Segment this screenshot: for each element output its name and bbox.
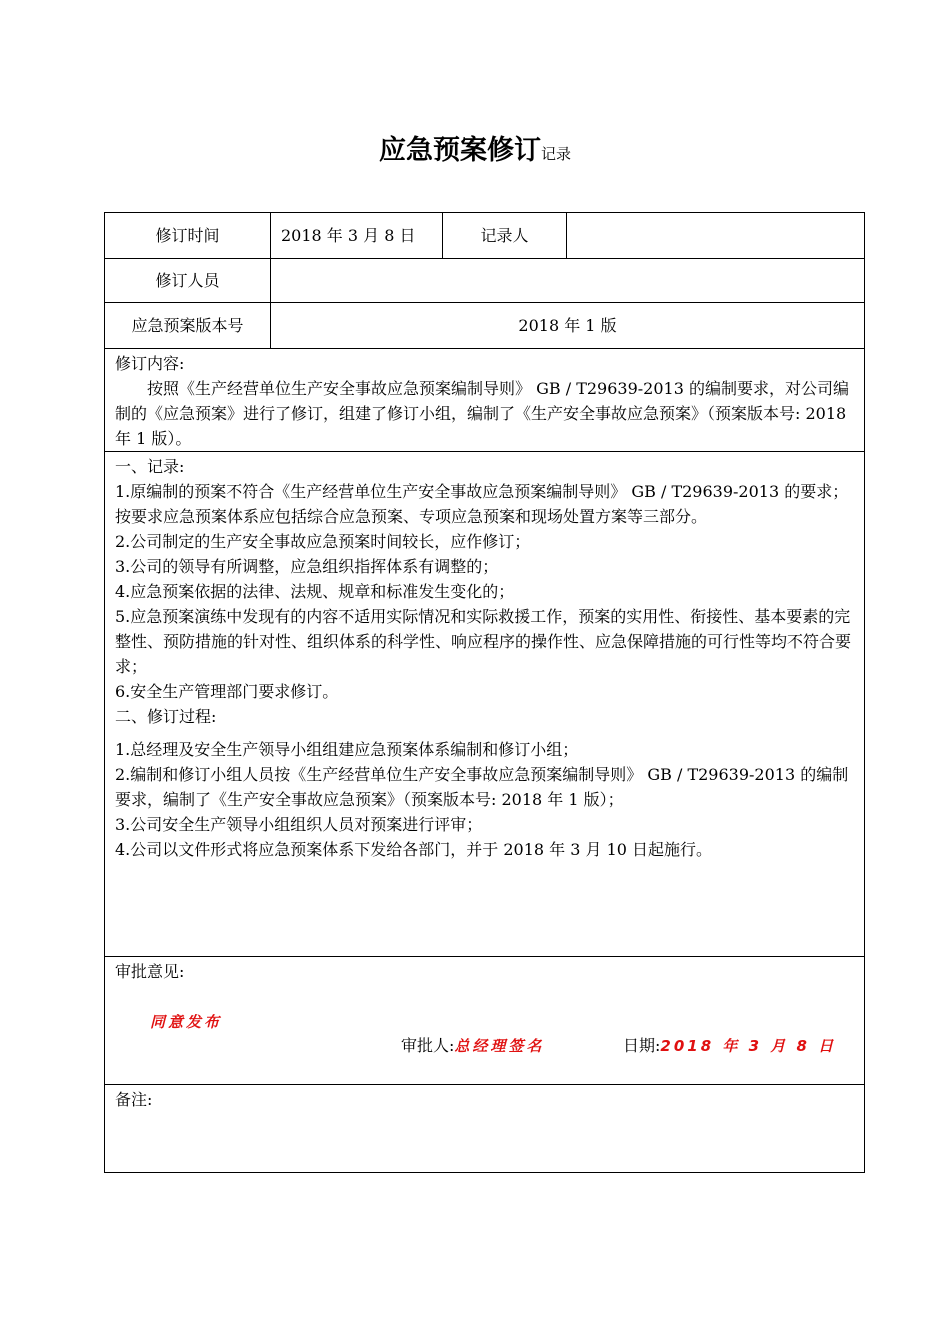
process-heading: 二、修订过程: (115, 707, 217, 726)
record-item: 4.应急预案依据的法律、法规、规章和标准发生变化的； (115, 582, 515, 601)
reviser-label: 修订人员 (105, 259, 271, 303)
revision-time-value: 2018 年 3 月 8 日 (271, 213, 443, 259)
record-process-cell (105, 452, 865, 957)
remarks-heading: 备注: (115, 1090, 153, 1109)
record-item: 5.应急预案演练中发现有的内容不适用实际情况和实际救援工作，预案的实用性、衔接性、基本要素的完整性、预防措施的针对性、组织体系的科学性、响应程序的操作性、应急保障措施的可行性等均不符合要求； (115, 607, 852, 676)
process-item: 4.公司以文件形式将应急预案体系下发给各部门，并于 2018 年 3 月 10 日起施行。 (115, 840, 713, 859)
title-sub: 记录 (540, 145, 571, 163)
content-heading: 修订内容: (115, 354, 185, 373)
recorder-label: 记录人 (443, 213, 567, 259)
reviser-value (271, 259, 865, 303)
record-heading: 一、记录: (115, 457, 185, 476)
approver-label: 审批人: (401, 1036, 455, 1055)
content-body: 按照《生产经营单位生产安全事故应急预案编制导则》 GB / T29639-2013 的编制要求，对公司编制的《应急预案》进行了修订，组建了修订小组，编制了《生产安全事故应急预案》（预案版本号: 2018 年 1 版）。 (115, 379, 849, 448)
version-value: 2018 年 1 版 (271, 303, 865, 349)
version-label: 应急预案版本号 (105, 303, 271, 349)
record-item: 3.公司的领导有所调整，应急组织指挥体系有调整的； (115, 557, 499, 576)
title-main: 应急预案修订 (378, 135, 541, 166)
process-item: 2.编制和修订小组人员按《生产经营单位生产安全事故应急预案编制导则》 GB / T29639-2013 的编制要求，编制了《生产安全事故应急预案》（预案版本号: 2018 年 1 版）； (115, 765, 849, 809)
approval-date-label: 日期: (623, 1036, 661, 1055)
record-item: 2.公司制定的生产安全事故应急预案时间较长，应作修订； (115, 532, 531, 551)
record-item: 6.安全生产管理部门要求修订。 (115, 682, 339, 701)
revision-content-cell (105, 349, 865, 452)
page-title (0, 128, 950, 167)
approval-cell (105, 957, 865, 1085)
recorder-value (567, 213, 865, 259)
revision-record-table (104, 212, 865, 1173)
revision-time-label: 修订时间 (105, 213, 271, 259)
approval-date-value: 2018 年 3 月 8 日 (660, 1037, 837, 1055)
approver-signature: 总经理签名 (454, 1037, 545, 1055)
process-item: 1.总经理及安全生产领导小组组建应急预案体系编制和修订小组； (115, 740, 579, 759)
remarks-cell (105, 1085, 865, 1173)
process-item: 3.公司安全生产领导小组组织人员对预案进行评审； (115, 815, 483, 834)
record-item: 1.原编制的预案不符合《生产经营单位生产安全事故应急预案编制导则》 GB / T29639-2013 的要求；按要求应急预案体系应包括综合应急预案、专项应急预案和现场处置方案等三部分。 (115, 482, 849, 526)
approval-opinion-signature: 同意发布 (150, 1013, 223, 1031)
approval-heading: 审批意见: (115, 962, 185, 981)
